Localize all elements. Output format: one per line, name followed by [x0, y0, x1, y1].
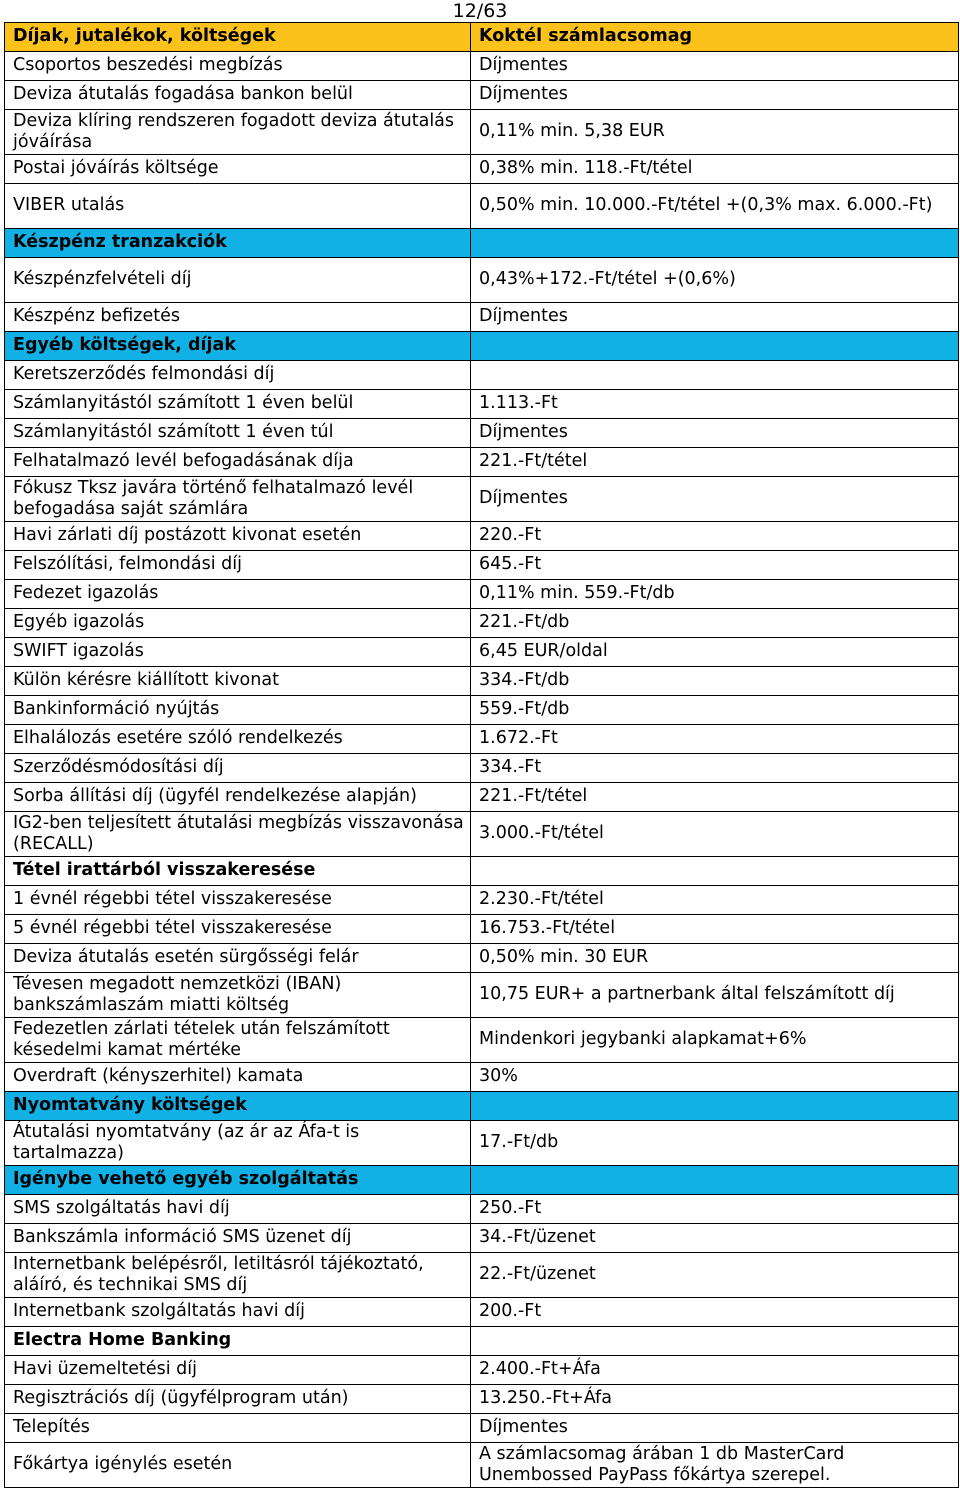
subheading-row: [5, 1327, 959, 1356]
table-row: [5, 915, 959, 944]
fee-value: [471, 1166, 959, 1195]
fee-value: 30%: [471, 1063, 959, 1092]
table-row: [5, 1443, 959, 1488]
table-row: [5, 667, 959, 696]
header-package: Koktél számlacsomag: [471, 23, 959, 52]
fee-value: 0,50% min. 10.000.-Ft/tétel +(0,3% max. 6.000.-Ft): [471, 184, 959, 229]
table-row: [5, 1414, 959, 1443]
table-row: [5, 184, 959, 229]
fee-label: Felhatalmazó levél befogadásának díja: [5, 448, 471, 477]
fee-value: 0,38% min. 118.-Ft/tétel: [471, 155, 959, 184]
fee-value: Díjmentes: [471, 419, 959, 448]
fee-label: 1 évnél régebbi tétel visszakeresése: [5, 886, 471, 915]
fee-label: Postai jóváírás költsége: [5, 155, 471, 184]
fee-value: 2.230.-Ft/tétel: [471, 886, 959, 915]
fee-label: Főkártya igénylés esetén: [5, 1443, 471, 1488]
fee-value: 10,75 EUR+ a partnerbank által felszámított díj: [471, 973, 959, 1018]
section-header-row: [5, 1166, 959, 1195]
fee-value: 645.-Ft: [471, 551, 959, 580]
fee-value: 34.-Ft/üzenet: [471, 1224, 959, 1253]
fee-label: VIBER utalás: [5, 184, 471, 229]
fee-label: Külön kérésre kiállított kivonat: [5, 667, 471, 696]
fee-value: 0,11% min. 5,38 EUR: [471, 110, 959, 155]
fee-label: Egyéb költségek, díjak: [5, 332, 471, 361]
table-row: [5, 110, 959, 155]
fee-value: Mindenkori jegybanki alapkamat+6%: [471, 1018, 959, 1063]
table-row: [5, 696, 959, 725]
fee-value: 13.250.-Ft+Áfa: [471, 1385, 959, 1414]
fee-value: 250.-Ft: [471, 1195, 959, 1224]
fee-label: Elhalálozás esetére szóló rendelkezés: [5, 725, 471, 754]
table-row: [5, 886, 959, 915]
fee-label: Fedezet igazolás: [5, 580, 471, 609]
fee-label: Telepítés: [5, 1414, 471, 1443]
fee-label: Készpénz tranzakciók: [5, 229, 471, 258]
fee-label: Szerződésmódosítási díj: [5, 754, 471, 783]
table-row: [5, 1224, 959, 1253]
fee-label: Igénybe vehető egyéb szolgáltatás: [5, 1166, 471, 1195]
table-row: [5, 390, 959, 419]
table-row: [5, 725, 959, 754]
subheading-row: [5, 857, 959, 886]
table-row: [5, 1121, 959, 1166]
fee-value: Díjmentes: [471, 1414, 959, 1443]
table-row: [5, 1356, 959, 1385]
table-row: [5, 448, 959, 477]
fee-value: 2.400.-Ft+Áfa: [471, 1356, 959, 1385]
fee-value: 1.113.-Ft: [471, 390, 959, 419]
fee-label: Felszólítási, felmondási díj: [5, 551, 471, 580]
fee-value: 221.-Ft/db: [471, 609, 959, 638]
fee-value: Díjmentes: [471, 52, 959, 81]
page-number: 12/63: [452, 0, 508, 22]
table-row: [5, 1298, 959, 1327]
table-header-row: [5, 23, 959, 52]
fee-value: Díjmentes: [471, 81, 959, 110]
fee-label: Számlanyitástól számított 1 éven belül: [5, 390, 471, 419]
header-title: Díjak, jutalékok, költségek: [5, 23, 471, 52]
fee-label: SWIFT igazolás: [5, 638, 471, 667]
fee-label: Internetbank szolgáltatás havi díj: [5, 1298, 471, 1327]
fee-value: 0,11% min. 559.-Ft/db: [471, 580, 959, 609]
fee-value: 0,43%+172.-Ft/tétel +(0,6%): [471, 258, 959, 303]
table-row: [5, 638, 959, 667]
table-row: [5, 361, 959, 390]
fee-value: 0,50% min. 30 EUR: [471, 944, 959, 973]
table-row: [5, 258, 959, 303]
fee-value: [471, 229, 959, 258]
fee-value: [471, 857, 959, 886]
fee-label: Tévesen megadott nemzetközi (IBAN) bankszámlaszám miatti költség: [5, 973, 471, 1018]
fee-value: 221.-Ft/tétel: [471, 448, 959, 477]
fee-table: [4, 22, 959, 1488]
table-row: [5, 52, 959, 81]
table-row: [5, 1063, 959, 1092]
fee-label: Havi zárlati díj postázott kivonat esetén: [5, 522, 471, 551]
fee-label: Internetbank belépésről, letiltásról tájékoztató, aláíró, és technikai SMS díj: [5, 1253, 471, 1298]
fee-label: Bankszámla információ SMS üzenet díj: [5, 1224, 471, 1253]
table-row: [5, 944, 959, 973]
table-row: [5, 1018, 959, 1063]
fee-label: Csoportos beszedési megbízás: [5, 52, 471, 81]
table-row: [5, 551, 959, 580]
fee-label: IG2-ben teljesített átutalási megbízás visszavonása (RECALL): [5, 812, 471, 857]
table-row: [5, 1253, 959, 1298]
fee-value: 220.-Ft: [471, 522, 959, 551]
fee-label: Készpénz befizetés: [5, 303, 471, 332]
section-header-row: [5, 1092, 959, 1121]
fee-value: 334.-Ft: [471, 754, 959, 783]
fee-value: 1.672.-Ft: [471, 725, 959, 754]
fee-value: A számlacsomag árában 1 db MasterCard Unembossed PayPass főkártya szerepel.: [471, 1443, 959, 1488]
table-row: [5, 81, 959, 110]
table-row: [5, 155, 959, 184]
fee-label: Keretszerződés felmondási díj: [5, 361, 471, 390]
table-row: [5, 580, 959, 609]
fee-value: 22.-Ft/üzenet: [471, 1253, 959, 1298]
fee-value: 334.-Ft/db: [471, 667, 959, 696]
fee-value: 200.-Ft: [471, 1298, 959, 1327]
fee-label: Fedezetlen zárlati tételek után felszámított késedelmi kamat mértéke: [5, 1018, 471, 1063]
fee-label: Sorba állítási díj (ügyfél rendelkezése alapján): [5, 783, 471, 812]
fee-label: Egyéb igazolás: [5, 609, 471, 638]
fee-label: Electra Home Banking: [5, 1327, 471, 1356]
fee-value: [471, 361, 959, 390]
fee-value: [471, 1092, 959, 1121]
table-row: [5, 1385, 959, 1414]
fee-label: Számlanyitástól számított 1 éven túl: [5, 419, 471, 448]
fee-label: Havi üzemeltetési díj: [5, 1356, 471, 1385]
fee-value: 17.-Ft/db: [471, 1121, 959, 1166]
section-header-row: [5, 229, 959, 258]
fee-value: 3.000.-Ft/tétel: [471, 812, 959, 857]
fee-label: SMS szolgáltatás havi díj: [5, 1195, 471, 1224]
fee-value: [471, 332, 959, 361]
fee-label: Nyomtatvány költségek: [5, 1092, 471, 1121]
fee-label: Deviza klíring rendszeren fogadott deviza átutalás jóváírása: [5, 110, 471, 155]
table-row: [5, 609, 959, 638]
fee-label: Fókusz Tksz javára történő felhatalmazó levél befogadása saját számlára: [5, 477, 471, 522]
table-row: [5, 812, 959, 857]
section-header-row: [5, 332, 959, 361]
fee-value: Díjmentes: [471, 303, 959, 332]
table-row: [5, 1195, 959, 1224]
fee-label: Overdraft (kényszerhitel) kamata: [5, 1063, 471, 1092]
fee-value: [471, 1327, 959, 1356]
fee-value: Díjmentes: [471, 477, 959, 522]
table-row: [5, 973, 959, 1018]
fee-label: Deviza átutalás fogadása bankon belül: [5, 81, 471, 110]
fee-label: Bankinformáció nyújtás: [5, 696, 471, 725]
fee-value: 6,45 EUR/oldal: [471, 638, 959, 667]
table-row: [5, 522, 959, 551]
fee-table-body: [5, 23, 959, 1488]
table-row: [5, 754, 959, 783]
fee-value: 221.-Ft/tétel: [471, 783, 959, 812]
fee-value: 16.753.-Ft/tétel: [471, 915, 959, 944]
fee-label: 5 évnél régebbi tétel visszakeresése: [5, 915, 471, 944]
table-row: [5, 477, 959, 522]
fee-value: 559.-Ft/db: [471, 696, 959, 725]
table-row: [5, 419, 959, 448]
fee-label: Regisztrációs díj (ügyfélprogram után): [5, 1385, 471, 1414]
fee-label: Deviza átutalás esetén sürgősségi felár: [5, 944, 471, 973]
fee-label: Tétel irattárból visszakeresése: [5, 857, 471, 886]
fee-label: Átutalási nyomtatvány (az ár az Áfa-t is tartalmazza): [5, 1121, 471, 1166]
table-row: [5, 303, 959, 332]
fee-label: Készpénzfelvételi díj: [5, 258, 471, 303]
table-row: [5, 783, 959, 812]
